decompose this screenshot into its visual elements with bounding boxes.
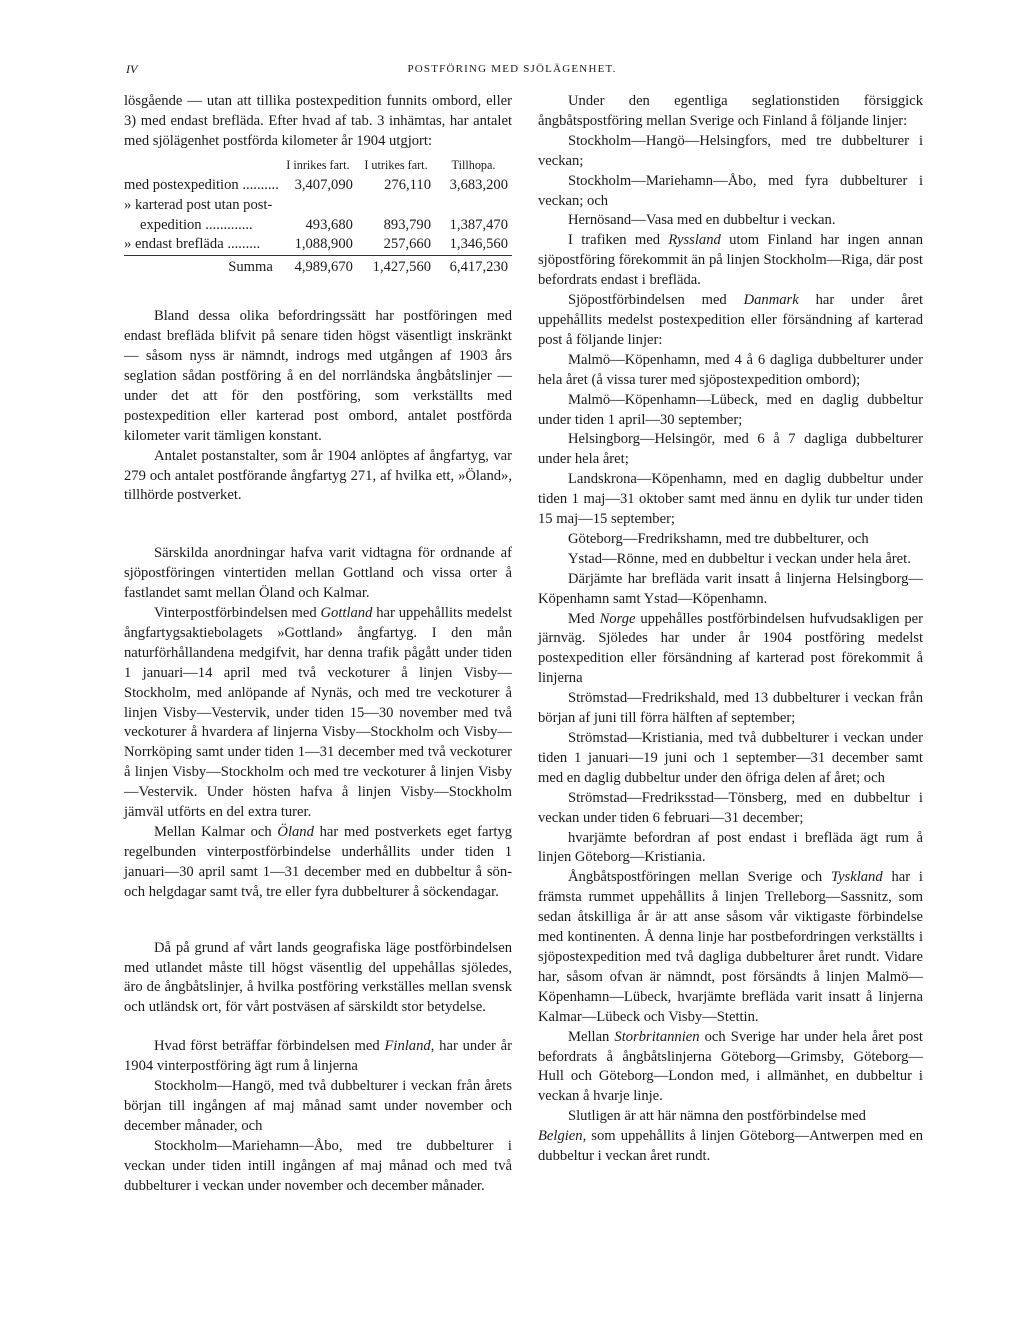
paragraph bbox=[538, 610, 923, 690]
paragraph: Strömstad—Fredrikshald, med 13 dubbelturer i veckan från början af juni till förra hälften af september; bbox=[538, 690, 923, 727]
cell-inrikes: 1,088,900 bbox=[294, 236, 353, 253]
cell-inrikes: 3,407,090 bbox=[294, 176, 353, 193]
header-tillhopa: Tillhopa. bbox=[451, 157, 496, 172]
country-name: Finland bbox=[384, 1038, 431, 1055]
country-name: Norge bbox=[599, 610, 636, 627]
cell-utrikes: 276,110 bbox=[384, 176, 432, 193]
left-column bbox=[124, 92, 512, 1197]
header-utrikes: I utrikes fart. bbox=[364, 157, 428, 172]
cell-tillhopa: 1,346,560 bbox=[449, 236, 508, 253]
spacer bbox=[124, 506, 512, 544]
table-corner bbox=[124, 158, 279, 176]
page-header bbox=[0, 62, 1024, 82]
text: utom Finland har ingen annan sjöpostföring förekommit än på linjen Stockholm—Riga, där post befordrats endast i brefläda. bbox=[538, 232, 923, 289]
cell-inrikes: 493,680 bbox=[305, 216, 353, 233]
paragraph: Slutligen är att här nämna den postförbindelse med bbox=[568, 1108, 866, 1125]
cell-tillhopa: 1,387,470 bbox=[449, 216, 508, 233]
paragraph: Helsingborg—Helsingör, med 6 å 7 dagliga dubbelturer under hela året; bbox=[538, 431, 923, 468]
place-name: Öland bbox=[277, 824, 314, 840]
cell-inrikes bbox=[279, 196, 357, 216]
spacer bbox=[124, 903, 512, 939]
paragraph: Särskilda anordningar hafva varit vidtagna för ordnande af sjöpostföringen vintertiden mellan Gottland och vissa orter å fastlandet samt mellan Öland och Kalmar. bbox=[124, 545, 512, 602]
sum-label: Summa bbox=[124, 256, 279, 278]
paragraph bbox=[124, 604, 512, 823]
cell-tillhopa bbox=[435, 196, 512, 216]
text: Sjöpostförbindelsen med bbox=[568, 292, 744, 309]
paragraph bbox=[124, 1037, 512, 1077]
paragraph: Hernösand—Vasa med en dubbeltur i veckan. bbox=[568, 212, 836, 229]
row-label: med postexpedition .......... bbox=[124, 176, 279, 193]
right-column bbox=[538, 92, 923, 1167]
text: , som uppehållits å linjen Göteborg—Antwerpen med en dubbeltur i veckan året rundt. bbox=[538, 1128, 923, 1165]
paragraph: Ystad—Rönne, med en dubbeltur i veckan under hela året. bbox=[568, 550, 911, 567]
country-name: Belgien bbox=[538, 1128, 583, 1145]
paragraph bbox=[538, 291, 923, 351]
table-row bbox=[124, 176, 512, 196]
paragraph bbox=[124, 823, 512, 903]
row-label: expedition ............. bbox=[140, 216, 253, 233]
country-name: Tyskland bbox=[831, 869, 883, 886]
text: har med postverkets eget fartyg regelbunden vinterpostförbindelse underhållits under tiden 1 januari—30 april samt 1—31 december med en dubbeltur å sön- och helgdagar samt två, tre eller fyra dubbelturer å söckendagar. bbox=[124, 824, 512, 900]
place-name: Gottland bbox=[320, 605, 373, 622]
header-inrikes: I inrikes fart. bbox=[286, 157, 350, 172]
text: och Sverige har under hela året post befordrats å ångbåtslinjerna Göteborg—Grimsby, Göteborg—Hull och Göteborg—London med, i allmänhet, en dubbeltur i veckan å hvarje linje. bbox=[538, 1028, 923, 1105]
spacer bbox=[124, 1018, 512, 1037]
paragraph: Göteborg—Fredrikshamn, med tre dubbelturer, och bbox=[568, 530, 869, 547]
paragraph bbox=[538, 868, 923, 1027]
paragraph: Bland dessa olika befordringssätt har postföringen med endast brefläda blifvit på senare tiden högst väsentligt inskränkt — såsom nyss är nämndt, indrogs med utgången af 1903 års seglation sådan postföring å en del norrländska ångbåtslinjer — under det att för den postföring, som verkställts med postexpedition eller karterad post ombord, antalet postförda kilometer varit tämligen konstant. bbox=[124, 308, 512, 444]
paragraph: Malmö—Köpenhamn, med 4 å 6 dagliga dubbelturer under hela året (å vissa turer med sjöpostexpedition ombord); bbox=[538, 351, 923, 388]
table-sum-row bbox=[124, 256, 512, 278]
paragraph: Under den egentliga seglationstiden försiggick ångbåtspostföring mellan Sverige och Finland å följande linjer: bbox=[538, 93, 923, 129]
text: Mellan Kalmar och bbox=[154, 824, 278, 840]
paragraph: Landskrona—Köpenhamn, med en daglig dubbeltur under tiden 1 maj—31 oktober samt med ännu en dylik tur under tiden 15 maj—15 september; bbox=[538, 471, 923, 528]
row-label: » karterad post utan post- bbox=[124, 196, 273, 213]
country-name: Ryssland bbox=[668, 232, 721, 249]
paragraph: hvarjämte befordran af post endast i brefläda ägt rum å linjen Göteborg—Kristiania. bbox=[538, 829, 923, 866]
paragraph bbox=[538, 1127, 923, 1167]
cell-utrikes: 893,790 bbox=[383, 216, 432, 233]
paragraph: Därjämte har brefläda varit insatt å linjerna Helsingborg—Köpenhamn samt Ystad—Köpenhamn. bbox=[538, 570, 923, 607]
sum-utrikes: 1,427,560 bbox=[357, 256, 435, 278]
paragraph: Då på grund af vårt lands geografiska läge postförbindelsen med utlandet måste till högst väsentlig del uppehållas sjöledes, äro de ångbåtslinjer, å hvilka postföring verkställes mellan svensk och utländsk ort, för vårt postväsen af särskildt stor betydelse. bbox=[124, 939, 512, 1016]
paragraph bbox=[538, 231, 923, 291]
cell-utrikes: 257,660 bbox=[383, 236, 432, 253]
cell-tillhopa: 3,683,200 bbox=[449, 176, 508, 193]
paragraph: Stockholm—Hangö, med två dubbelturer i veckan från årets början till ingången af maj månad samt under november och december månader, och bbox=[124, 1078, 512, 1134]
page-number: IV bbox=[126, 62, 138, 76]
text: har uppehållits medelst ångfartygsaktiebolagets »Gottland» ångfartyg. I den mån naturförhållandena medgifvit, har denna trafik pågått under tiden 1 januari—14 april med två veckoturer å linjen Visby—Stockholm, med anlöpande af Nynäs, och med tre veckoturer å linjen Visby—Vestervik, under tiden 15—30 november med två veckoturer å hvardera af linjerna Visby—Stockholm och Visby—Norrköping samt under tiden 1—31 december med två veckoturer å linjen Visby—Stockholm och med tre veckoturer å linjen Visby—Vestervik. Under hösten hafva å linjen Visby—Stockholm jämväl utförts en del extra turer. bbox=[124, 605, 512, 821]
paragraph: Strömstad—Kristiania, med två dubbelturer i veckan under tiden 1 januari—19 juni och 1 september—31 december samt med en daglig dubbeltur under den öfriga delen af året; och bbox=[538, 730, 923, 786]
text: Hvad först beträffar förbindelsen med bbox=[154, 1038, 385, 1055]
text: har i främsta rummet uppehållits å linjen Trelleborg—Sassnitz, som sedan åtskilliga år är att anse såsom vår viktigaste förbindelse med kontinenten. Å denna linje har postbefordringen verkställts i sjöpostexpedition med två dagliga dubbelturer året rundt. Vidare har, såsom ofvan är nämndt, post försändts å linjen Malmö—Köpenhamn—Lübeck, hvarjämte brefläda varit insatt å linjerna Kalmar—Lübeck och Visby—Stettin. bbox=[538, 869, 923, 1025]
country-name: Danmark bbox=[743, 292, 799, 309]
paragraph bbox=[538, 1028, 923, 1108]
text: har under året uppehållits medelst postexpedition eller försändning af karterad post å följande linjer: bbox=[538, 292, 923, 348]
running-title: POSTFÖRING MED SJÖLÄGENHET. bbox=[407, 63, 617, 75]
text: uppehålles postförbindelsen hufvudsakligen per järnväg. Sjöledes har under år 1904 postföring medelst postexpedition eller försändning af karterad post förekommit å linjerna bbox=[538, 610, 924, 687]
table-row bbox=[124, 235, 512, 255]
paragraph: Strömstad—Fredriksstad—Tönsberg, med en dubbeltur i veckan under tiden 6 februari—31 december; bbox=[538, 789, 923, 826]
table-row bbox=[124, 196, 512, 216]
paragraph: Stockholm—Hangö—Helsingfors, med tre dubbelturer i veckan; bbox=[538, 132, 923, 169]
text: Ångbåtspostföringen mellan Sverige och bbox=[568, 869, 832, 886]
kilometer-table bbox=[124, 158, 512, 279]
sum-tillhopa: 6,417,230 bbox=[435, 256, 512, 278]
text: I trafiken med bbox=[568, 232, 669, 249]
paragraph: Stockholm—Mariehamn—Åbo, med tre dubbelturer i veckan under tiden intill ingången af maj månad och med två dubbelturer i veckan under november och december månader. bbox=[124, 1137, 512, 1194]
table-header-row bbox=[124, 158, 512, 176]
text: , har under år 1904 vinterpostföring ägt rum å linjerna bbox=[124, 1038, 512, 1075]
sum-inrikes: 4,989,670 bbox=[279, 256, 357, 278]
paragraph: Malmö—Köpenhamn—Lübeck, med en daglig dubbeltur under tiden 1 april—30 september; bbox=[538, 391, 923, 428]
paragraph: Stockholm—Mariehamn—Åbo, med fyra dubbelturer i veckan; och bbox=[538, 172, 923, 209]
country-name: Storbritannien bbox=[614, 1028, 700, 1045]
cell-utrikes bbox=[357, 196, 435, 216]
intro-paragraph: lösgående — utan att tillika postexpedition funnits ombord, eller 3) med endast brefläda. Efter hvad af tab. 3 inhämtas, har antalet med sjölägenhet postförda kilometer år 1904 utgjort: bbox=[124, 93, 512, 149]
text: Vinterpostförbindelsen med bbox=[154, 605, 321, 622]
table-row bbox=[124, 216, 512, 236]
row-label: » endast brefläda ......... bbox=[124, 236, 261, 253]
paragraph: Antalet postanstalter, som år 1904 anlöptes af ångfartyg, var 279 och antalet postförande ångfartyg 271, af hvilka ett, »Öland», tillhörde postverket. bbox=[124, 447, 512, 504]
text: Mellan bbox=[568, 1028, 615, 1045]
spacer bbox=[124, 288, 512, 307]
text: Med bbox=[568, 610, 600, 627]
